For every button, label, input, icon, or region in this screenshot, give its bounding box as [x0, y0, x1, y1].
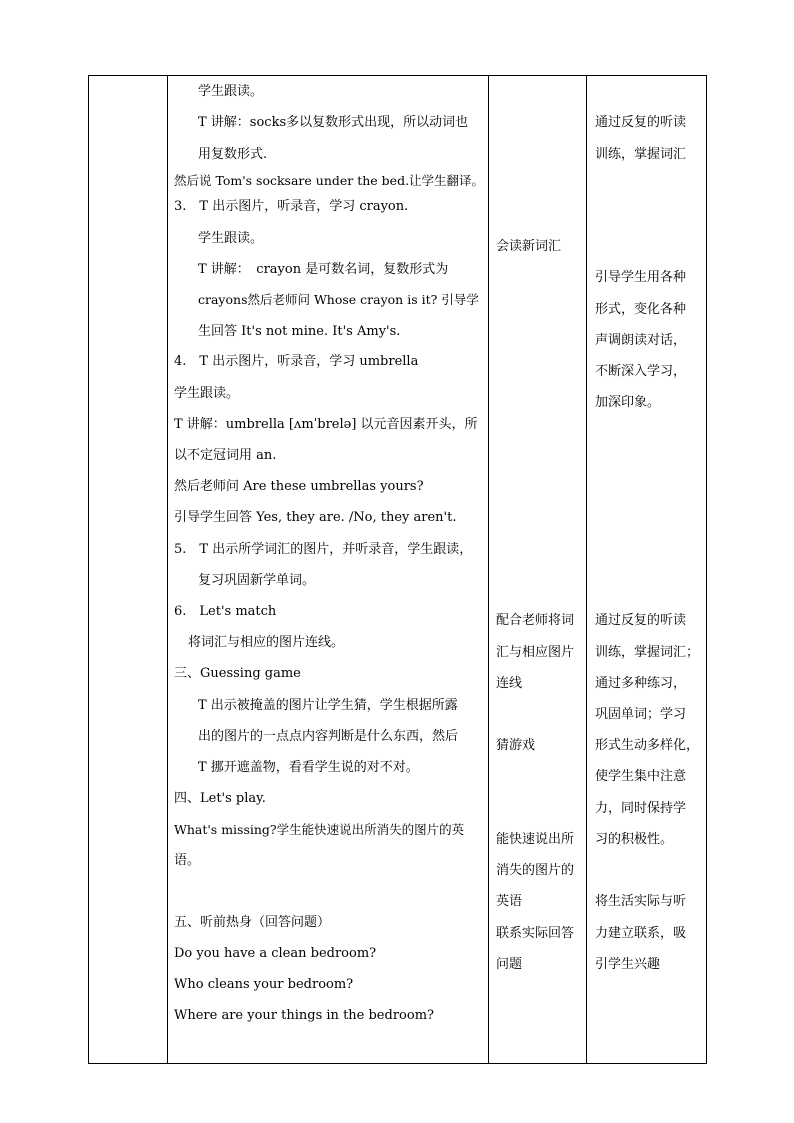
process-line: 五、听前热身（回答问题） — [174, 915, 331, 930]
student-line: 汇与相应图片 — [496, 645, 575, 660]
column-divider-2 — [488, 75, 489, 1064]
process-line: 3. T 出示图片，听录音，学习 crayon. — [174, 199, 409, 214]
intent-line: 使学生集中注意 — [595, 769, 687, 784]
process-line: Who cleans your bedroom? — [174, 977, 354, 992]
student-line: 问题 — [496, 957, 523, 972]
process-line: 学生跟读。 — [198, 231, 264, 246]
process-line: 将词汇与相应的图片连线。 — [188, 635, 345, 650]
student-line: 配合老师将词 — [496, 613, 575, 628]
student-line: 会读新词汇 — [496, 239, 562, 254]
process-line: 以不定冠词用 an. — [174, 448, 277, 463]
student-line: 联系实际回答 — [496, 926, 575, 941]
process-line: 6. Let's match — [174, 604, 277, 619]
process-line: 引导学生回答 Yes, they are. /No, they aren't. — [174, 510, 457, 525]
intent-line: 形式，变化各种 — [595, 302, 687, 317]
table-bottom-border — [88, 1063, 706, 1064]
table-border-right — [706, 75, 707, 1064]
column-divider-1 — [167, 75, 168, 1064]
intent-line: 声调朗读对话， — [595, 333, 687, 348]
process-line: 出的图片的一点点内容判断是什么东西，然后 — [198, 729, 459, 744]
process-line: T 讲解： crayon 是可数名词，复数形式为 — [198, 262, 449, 277]
intent-line: 习的积极性。 — [595, 832, 674, 847]
process-line: 5. T 出示所学词汇的图片，并听录音，学生跟读， — [174, 542, 473, 557]
process-line: crayons然后老师问 Whose crayon is it? 引导学 — [198, 292, 479, 307]
intent-line: 形式生动多样化， — [595, 738, 700, 753]
process-line: Do you have a clean bedroom? — [174, 946, 377, 961]
student-line: 英语 — [496, 894, 523, 909]
process-line: 然后说 Tom's socksare under the bed.让学生翻译。 — [174, 173, 485, 188]
process-line: 学生跟读。 — [198, 84, 264, 99]
process-line: Where are your things in the bedroom? — [174, 1008, 434, 1023]
column-divider-3 — [586, 75, 587, 1064]
process-line: T 出示被掩盖的图片让学生猜，学生根据所露 — [198, 698, 458, 713]
intent-line: 力建立联系，吸 — [595, 926, 687, 941]
process-line: T 讲解：umbrella [ʌmˈbrelə] 以元音因素开头，所 — [174, 417, 478, 432]
process-line: 学生跟读。 — [174, 386, 240, 401]
student-line: 连线 — [496, 676, 523, 691]
intent-line: 力，同时保持学 — [595, 801, 687, 816]
intent-line: 加深印象。 — [595, 395, 661, 410]
student-line: 消失的图片的 — [496, 863, 575, 878]
intent-line: 通过反复的听读 — [595, 613, 687, 628]
intent-line: 通过多种练习， — [595, 676, 687, 691]
process-line: 然后老师问 Are these umbrellas yours? — [174, 479, 424, 494]
process-line: 语。 — [174, 853, 201, 868]
intent-line: 巩固单词；学习 — [595, 707, 687, 722]
intent-line: 将生活实际与听 — [595, 894, 687, 909]
process-line: What's missing?学生能快速说出所消失的图片的英 — [174, 822, 465, 837]
process-line: 三、Guessing game — [174, 666, 301, 681]
table-border-left — [88, 75, 89, 1064]
table-top-border — [88, 75, 706, 76]
intent-line: 通过反复的听读 — [595, 115, 687, 130]
intent-line: 引导学生用各种 — [595, 270, 687, 285]
process-line: 四、Let's play. — [174, 791, 266, 806]
student-line: 猜游戏 — [496, 738, 536, 753]
process-line: 复习巩固新学单词。 — [198, 573, 316, 588]
intent-line: 训练，掌握词汇 — [595, 147, 687, 162]
process-line: 4. T 出示图片，听录音，学习 umbrella — [174, 354, 419, 369]
student-line: 能快速说出所 — [496, 832, 575, 847]
intent-line: 引学生兴趣 — [595, 957, 661, 972]
process-line: 用复数形式. — [198, 147, 268, 162]
process-line: T 挪开遮盖物，看看学生说的对不对。 — [198, 760, 419, 775]
process-line: T 讲解：socks多以复数形式出现，所以动词也 — [198, 115, 469, 130]
intent-line: 训练，掌握词汇； — [595, 645, 700, 660]
intent-line: 不断深入学习， — [595, 364, 687, 379]
process-line: 生回答 It's not mine. It's Amy's. — [198, 324, 401, 339]
